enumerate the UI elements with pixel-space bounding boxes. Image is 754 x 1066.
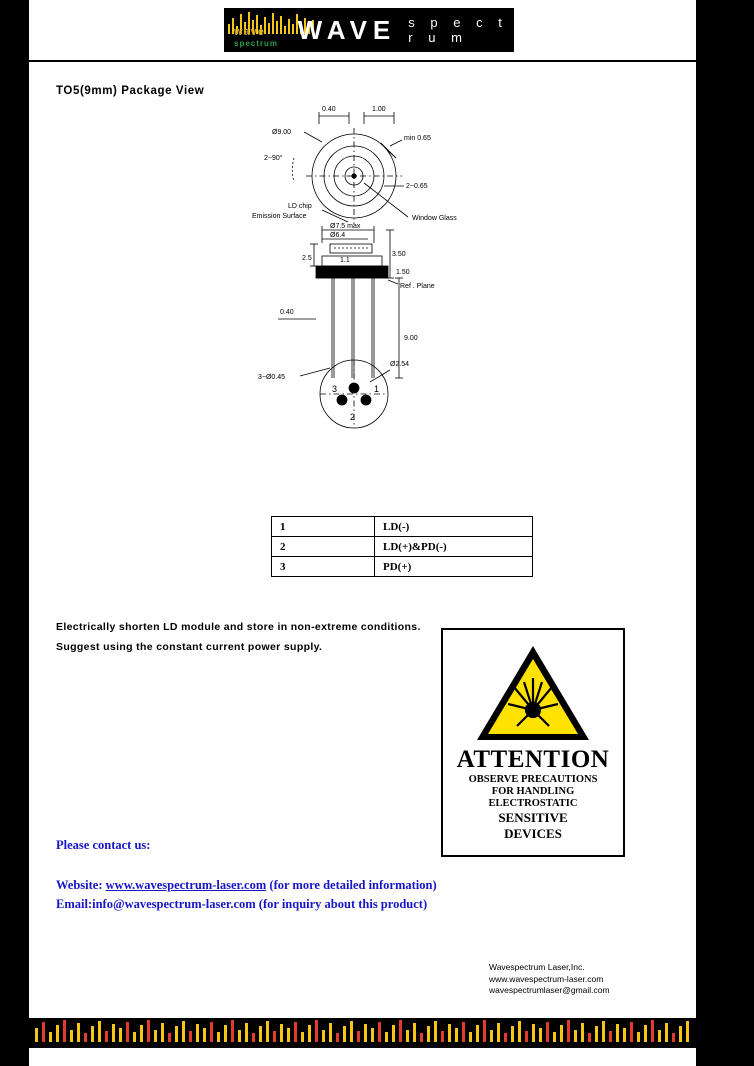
pin-function: PD(+) [375, 557, 533, 577]
svg-text:2−90°: 2−90° [264, 155, 283, 162]
attention-line-4: SENSITIVE [498, 810, 568, 825]
svg-text:min 0.65: min 0.65 [404, 135, 431, 142]
svg-text:2.5: 2.5 [302, 255, 312, 262]
svg-text:3−Ø0.45: 3−Ø0.45 [258, 374, 286, 381]
footer-company-info [489, 962, 610, 997]
footer-rule [29, 1046, 696, 1048]
svg-text:1.00: 1.00 [372, 106, 386, 113]
svg-text:0.40: 0.40 [280, 309, 294, 316]
company-logo [224, 8, 514, 52]
pin-number: 1 [272, 517, 375, 537]
footer-company-name: Wavespectrum Laser,Inc. [489, 962, 585, 972]
website-label: Website: [56, 878, 103, 892]
svg-text:3.50: 3.50 [392, 251, 406, 258]
pin-function: LD(+)&PD(-) [375, 537, 533, 557]
svg-text:2−0.65: 2−0.65 [406, 183, 428, 190]
logo-spectrum-text: spectrum [234, 39, 279, 48]
logo-wordmark-wave [298, 15, 397, 46]
pin-function: LD(-) [375, 517, 533, 537]
svg-text:1: 1 [374, 384, 380, 394]
svg-text:0.40: 0.40 [322, 106, 336, 113]
svg-text:Window Glass: Window Glass [412, 215, 457, 222]
attention-title: ATTENTION [456, 746, 610, 773]
table-row [272, 557, 533, 577]
svg-text:Ø9.00: Ø9.00 [272, 129, 292, 136]
footer-equalizer-decoration [29, 1018, 696, 1046]
footer-website: www.wavespectrum-laser.com [489, 973, 604, 984]
svg-text:Ø2.54: Ø2.54 [390, 361, 410, 368]
svg-text:1.50: 1.50 [396, 269, 410, 276]
svg-text:Ø7.5 max: Ø7.5 max [330, 223, 361, 230]
handling-note-2: Suggest using the constant current power supply. [56, 641, 323, 653]
page-margin-left [0, 0, 29, 1066]
logo-wordmark-spectrum: s p e c t r u m [408, 15, 508, 45]
esd-attention-box [441, 628, 625, 857]
laser-hazard-triangle [443, 642, 623, 744]
logo-wave-text: wave [234, 26, 265, 38]
email-value[interactable]: info@wavespectrum-laser.com [92, 897, 256, 911]
contact-website-line [56, 878, 437, 893]
svg-text:1.1: 1.1 [340, 257, 350, 264]
contact-email-line [56, 897, 427, 912]
svg-text:LD chip: LD chip [288, 203, 312, 210]
logo-equalizer-icon [226, 10, 284, 50]
svg-text:Ref . Plane: Ref . Plane [400, 283, 435, 290]
email-suffix: (for inquiry about this product) [258, 897, 428, 911]
pin-number: 2 [272, 537, 375, 557]
page-header [29, 0, 696, 62]
svg-text:9.00: 9.00 [404, 335, 418, 342]
email-label: Email: [56, 897, 93, 911]
page-margin-right [696, 0, 754, 1066]
table-row [272, 517, 533, 537]
logo-wordmark-text: WAVE [297, 14, 397, 45]
package-drawing [244, 98, 544, 498]
svg-text:Emission Surface: Emission Surface [252, 213, 307, 220]
attention-line-5: DEVICES [504, 826, 562, 841]
table-row [272, 537, 533, 557]
footer-email: wavespectrumlaser@gmail.com [489, 985, 610, 995]
svg-text:2: 2 [350, 412, 356, 422]
website-link[interactable]: www.wavespectrum-laser.com [105, 878, 267, 892]
attention-line-1: OBSERVE PRECAUTIONS [468, 774, 598, 785]
svg-text:Ø6.4: Ø6.4 [330, 232, 346, 239]
page-title: TO5(9mm) Package View [56, 85, 205, 97]
pin-assignment-table [271, 516, 533, 577]
svg-text:3: 3 [332, 384, 338, 394]
attention-line-2: FOR HANDLING [491, 786, 575, 797]
contact-heading: Please contact us: [56, 838, 151, 852]
pin-number: 3 [272, 557, 375, 577]
document-page [29, 0, 696, 1066]
attention-line-3: ELECTROSTATIC [488, 798, 578, 809]
website-suffix: (for more detailed information) [269, 878, 437, 892]
handling-note-1: Electrically shorten LD module and store in non-extreme conditions. [56, 621, 421, 633]
